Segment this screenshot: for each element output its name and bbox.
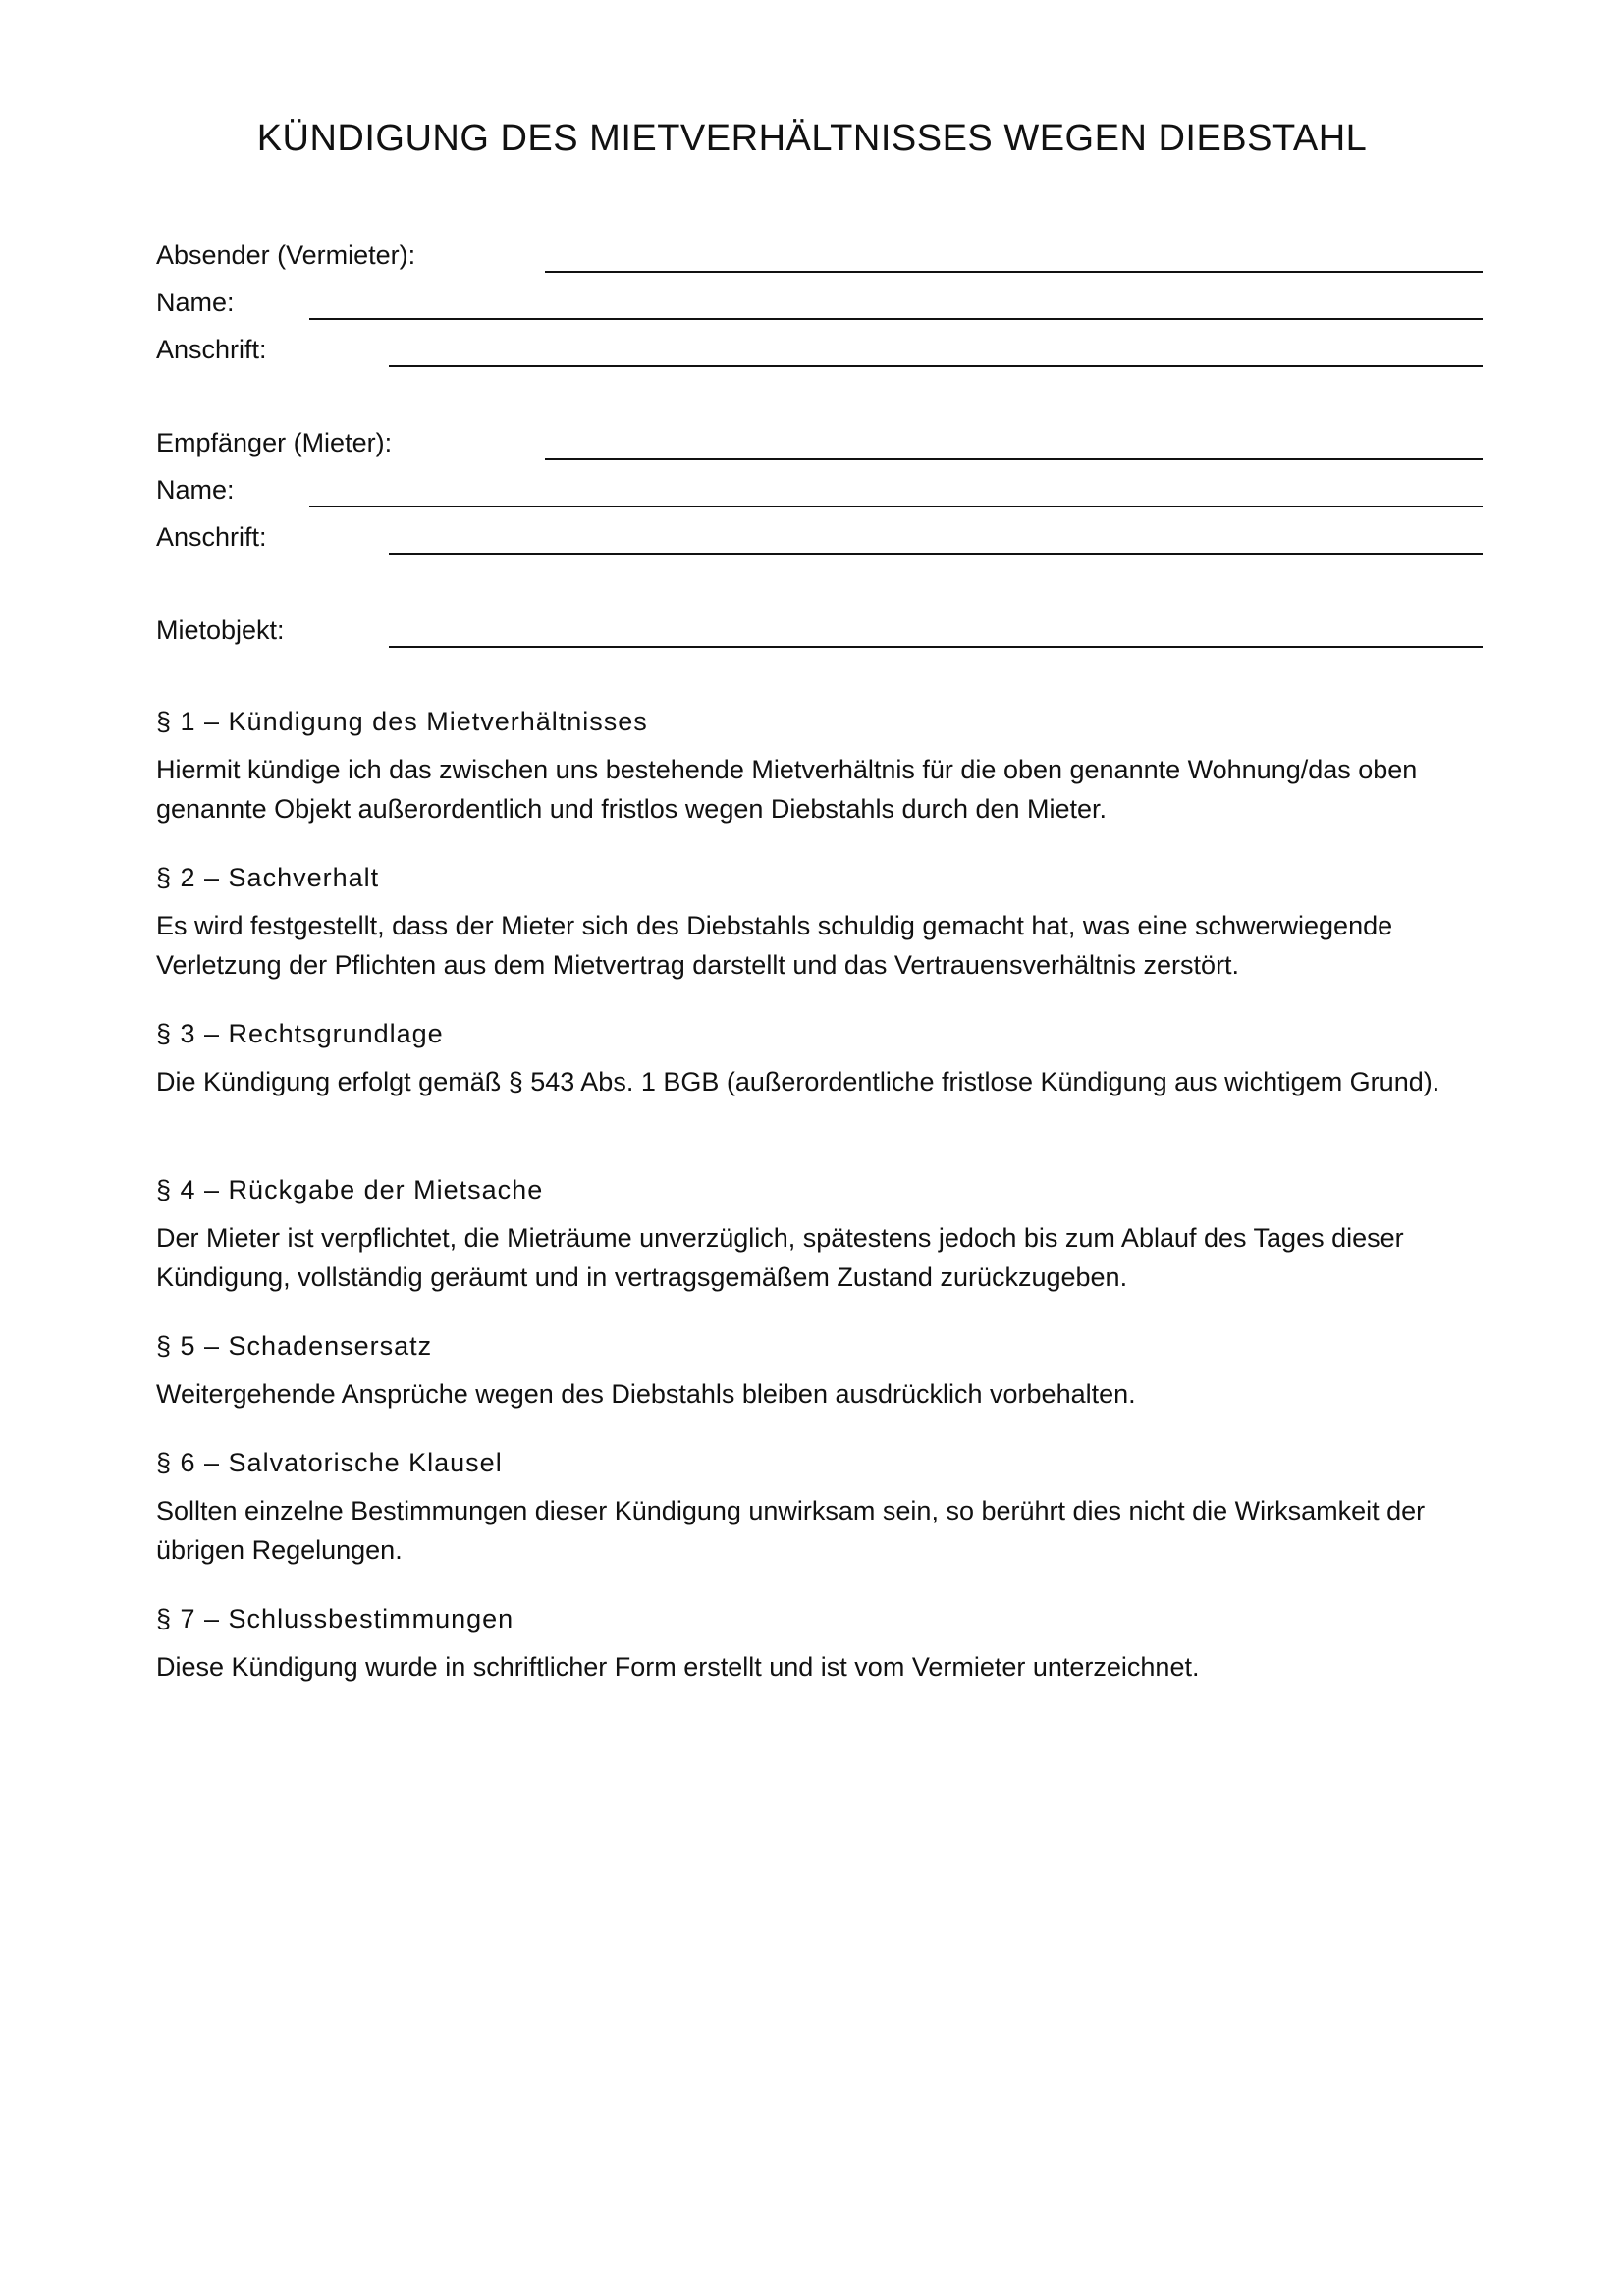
sender-address-line[interactable] bbox=[389, 365, 1483, 367]
sender-label: Absender (Vermieter): bbox=[156, 240, 416, 270]
section-4-heading: § 4 – Rückgabe der Mietsache bbox=[156, 1175, 544, 1204]
section-3-body: Die Kündigung erfolgt gemäß § 543 Abs. 1 BGB (außerordentliche fristlose Kündigung aus wichtigem Grund). bbox=[156, 1067, 1440, 1096]
rental-object-line[interactable] bbox=[389, 646, 1483, 648]
section-5-heading: § 5 – Schadensersatz bbox=[156, 1331, 433, 1361]
section-4-body: Der Mieter ist verpflichtet, die Mieträume unverzüglich, spätestens jedoch bis zum Ablauf des Tages dieser Kündigung, vollständig geräumt und in vertragsgemäßem Zustand zurückzugeben. bbox=[156, 1223, 1404, 1292]
recipient-line[interactable] bbox=[545, 458, 1483, 460]
section-2-heading: § 2 – Sachverhalt bbox=[156, 863, 380, 892]
recipient-name-field[interactable] bbox=[156, 468, 1483, 507]
document-title: KÜNDIGUNG DES MIETVERHÄLTNISSES WEGEN DIEBSTAHL bbox=[256, 118, 1368, 159]
section-3-heading: § 3 – Rechtsgrundlage bbox=[156, 1019, 444, 1048]
rental-object-label: Mietobjekt: bbox=[156, 615, 285, 645]
sender-name-line[interactable] bbox=[309, 318, 1483, 320]
recipient-address-line[interactable] bbox=[389, 553, 1483, 555]
rental-object-field[interactable] bbox=[156, 609, 1483, 648]
sender-address-field[interactable] bbox=[156, 328, 1483, 367]
recipient-address-field[interactable] bbox=[156, 515, 1483, 555]
sender-name-label: Name: bbox=[156, 288, 235, 317]
section-6-heading: § 6 – Salvatorische Klausel bbox=[156, 1448, 503, 1477]
recipient-address-label: Anschrift: bbox=[156, 522, 267, 552]
recipient-name-line[interactable] bbox=[309, 506, 1483, 507]
sender-address-label: Anschrift: bbox=[156, 335, 267, 364]
sender-field[interactable] bbox=[156, 234, 1483, 273]
section-7-body: Diese Kündigung wurde in schriftlicher Form erstellt und ist vom Vermieter unterzeichnet. bbox=[156, 1652, 1200, 1682]
sender-line[interactable] bbox=[545, 271, 1483, 273]
section-1-body: Hiermit kündige ich das zwischen uns bestehende Mietverhältnis für die oben genannte Wohnung/das oben genannte Objekt außerordentlich und fristlos wegen Diebstahls durch den Mieter. bbox=[156, 755, 1418, 824]
recipient-name-label: Name: bbox=[156, 475, 235, 505]
section-1-heading: § 1 – Kündigung des Mietverhältnisses bbox=[156, 707, 648, 736]
section-7-heading: § 7 – Schlussbestimmungen bbox=[156, 1604, 514, 1633]
section-2-body: Es wird festgestellt, dass der Mieter sich des Diebstahls schuldig gemacht hat, was eine schwerwiegende Verletzung der Pflichten aus dem Mietvertrag darstellt und das Vertrauensverhältnis zerstört. bbox=[156, 911, 1393, 980]
section-6-body: Sollten einzelne Bestimmungen dieser Kündigung unwirksam sein, so berührt dies nicht die Wirksamkeit der übrigen Regelungen. bbox=[156, 1496, 1426, 1565]
section-5-body: Weitergehende Ansprüche wegen des Diebstahls bleiben ausdrücklich vorbehalten. bbox=[156, 1379, 1136, 1409]
recipient-field[interactable] bbox=[156, 421, 1483, 460]
recipient-label: Empfänger (Mieter): bbox=[156, 428, 393, 457]
sender-name-field[interactable] bbox=[156, 281, 1483, 320]
